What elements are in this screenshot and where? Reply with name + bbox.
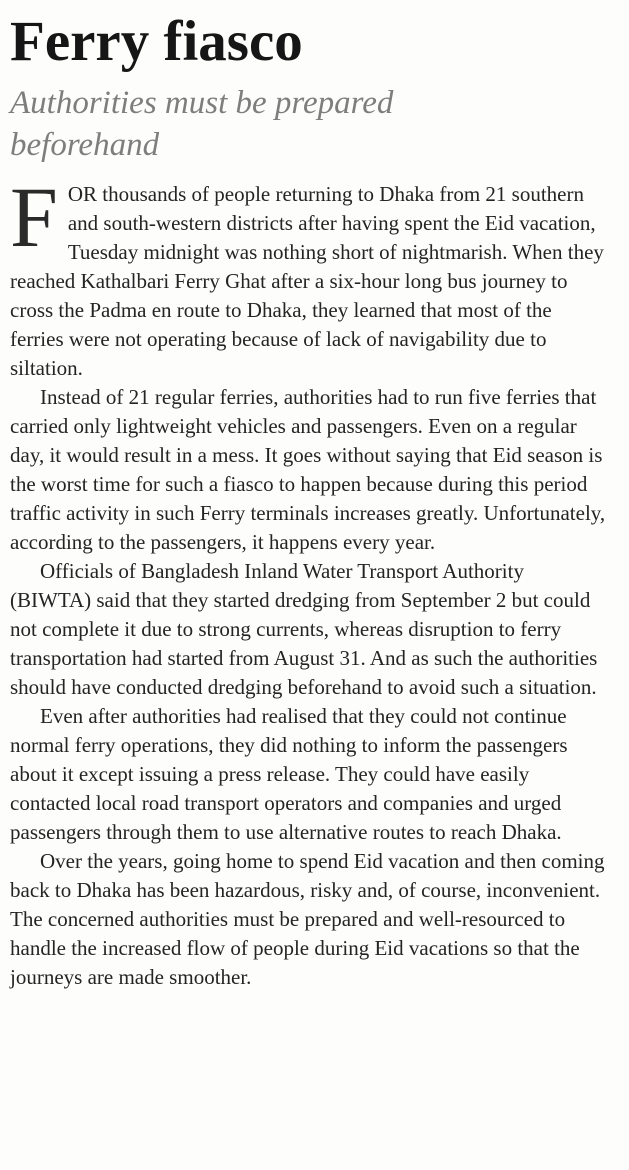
lead-paragraph-text: OR thousands of people returning to Dhaka from 21 southern and south-western districts after having spent the Eid vacation, Tuesday midnight was nothing short of nightmarish. When they reached Kathalbari Ferry Ghat after a six-hour long bus journey to cross the Padma en route to Dhaka, they learned that most of the ferries were not operating because of lack of navigability due to siltation. xyxy=(10,182,604,381)
article-paragraph: Over the years, going home to spend Eid vacation and then coming back to Dhaka has been hazardous, risky and, of course, inconvenient. The concerned authorities must be prepared and well-resourced to handle the increased flow of people during Eid vacations so that the journeys are made smoother. xyxy=(10,849,605,990)
drop-cap: F xyxy=(10,169,58,266)
article-body xyxy=(10,169,609,992)
article-paragraph: Officials of Bangladesh Inland Water Transport Authority (BIWTA) said that they started dredging from September 2 but could not complete it due to strong currents, whereas disruption to ferry transportation had started from August 31. And as such the authorities should have conducted dredging beforehand to avoid such a situation. xyxy=(10,559,598,700)
article-subtitle: Authorities must be prepared beforehand xyxy=(10,84,394,164)
article-paragraph: Even after authorities had realised that they could not continue normal ferry operations, they did nothing to inform the passengers about it except issuing a press release. They could have easily contacted local road transport operators and companies and urged passengers through them to use alternative routes to reach Dhaka. xyxy=(10,704,568,845)
article-paragraph: Instead of 21 regular ferries, authorities had to run five ferries that carried only lightweight vehicles and passengers. Even on a regular day, it would result in a mess. It goes without saying that Eid season is the worst time for such a fiasco to happen because during this period traffic activity in such Ferry terminals increases greatly. Unfortunately, according to the passengers, it happens every year. xyxy=(10,385,606,555)
article-title: Ferry fiasco xyxy=(10,10,303,73)
lead-paragraph xyxy=(10,169,609,383)
